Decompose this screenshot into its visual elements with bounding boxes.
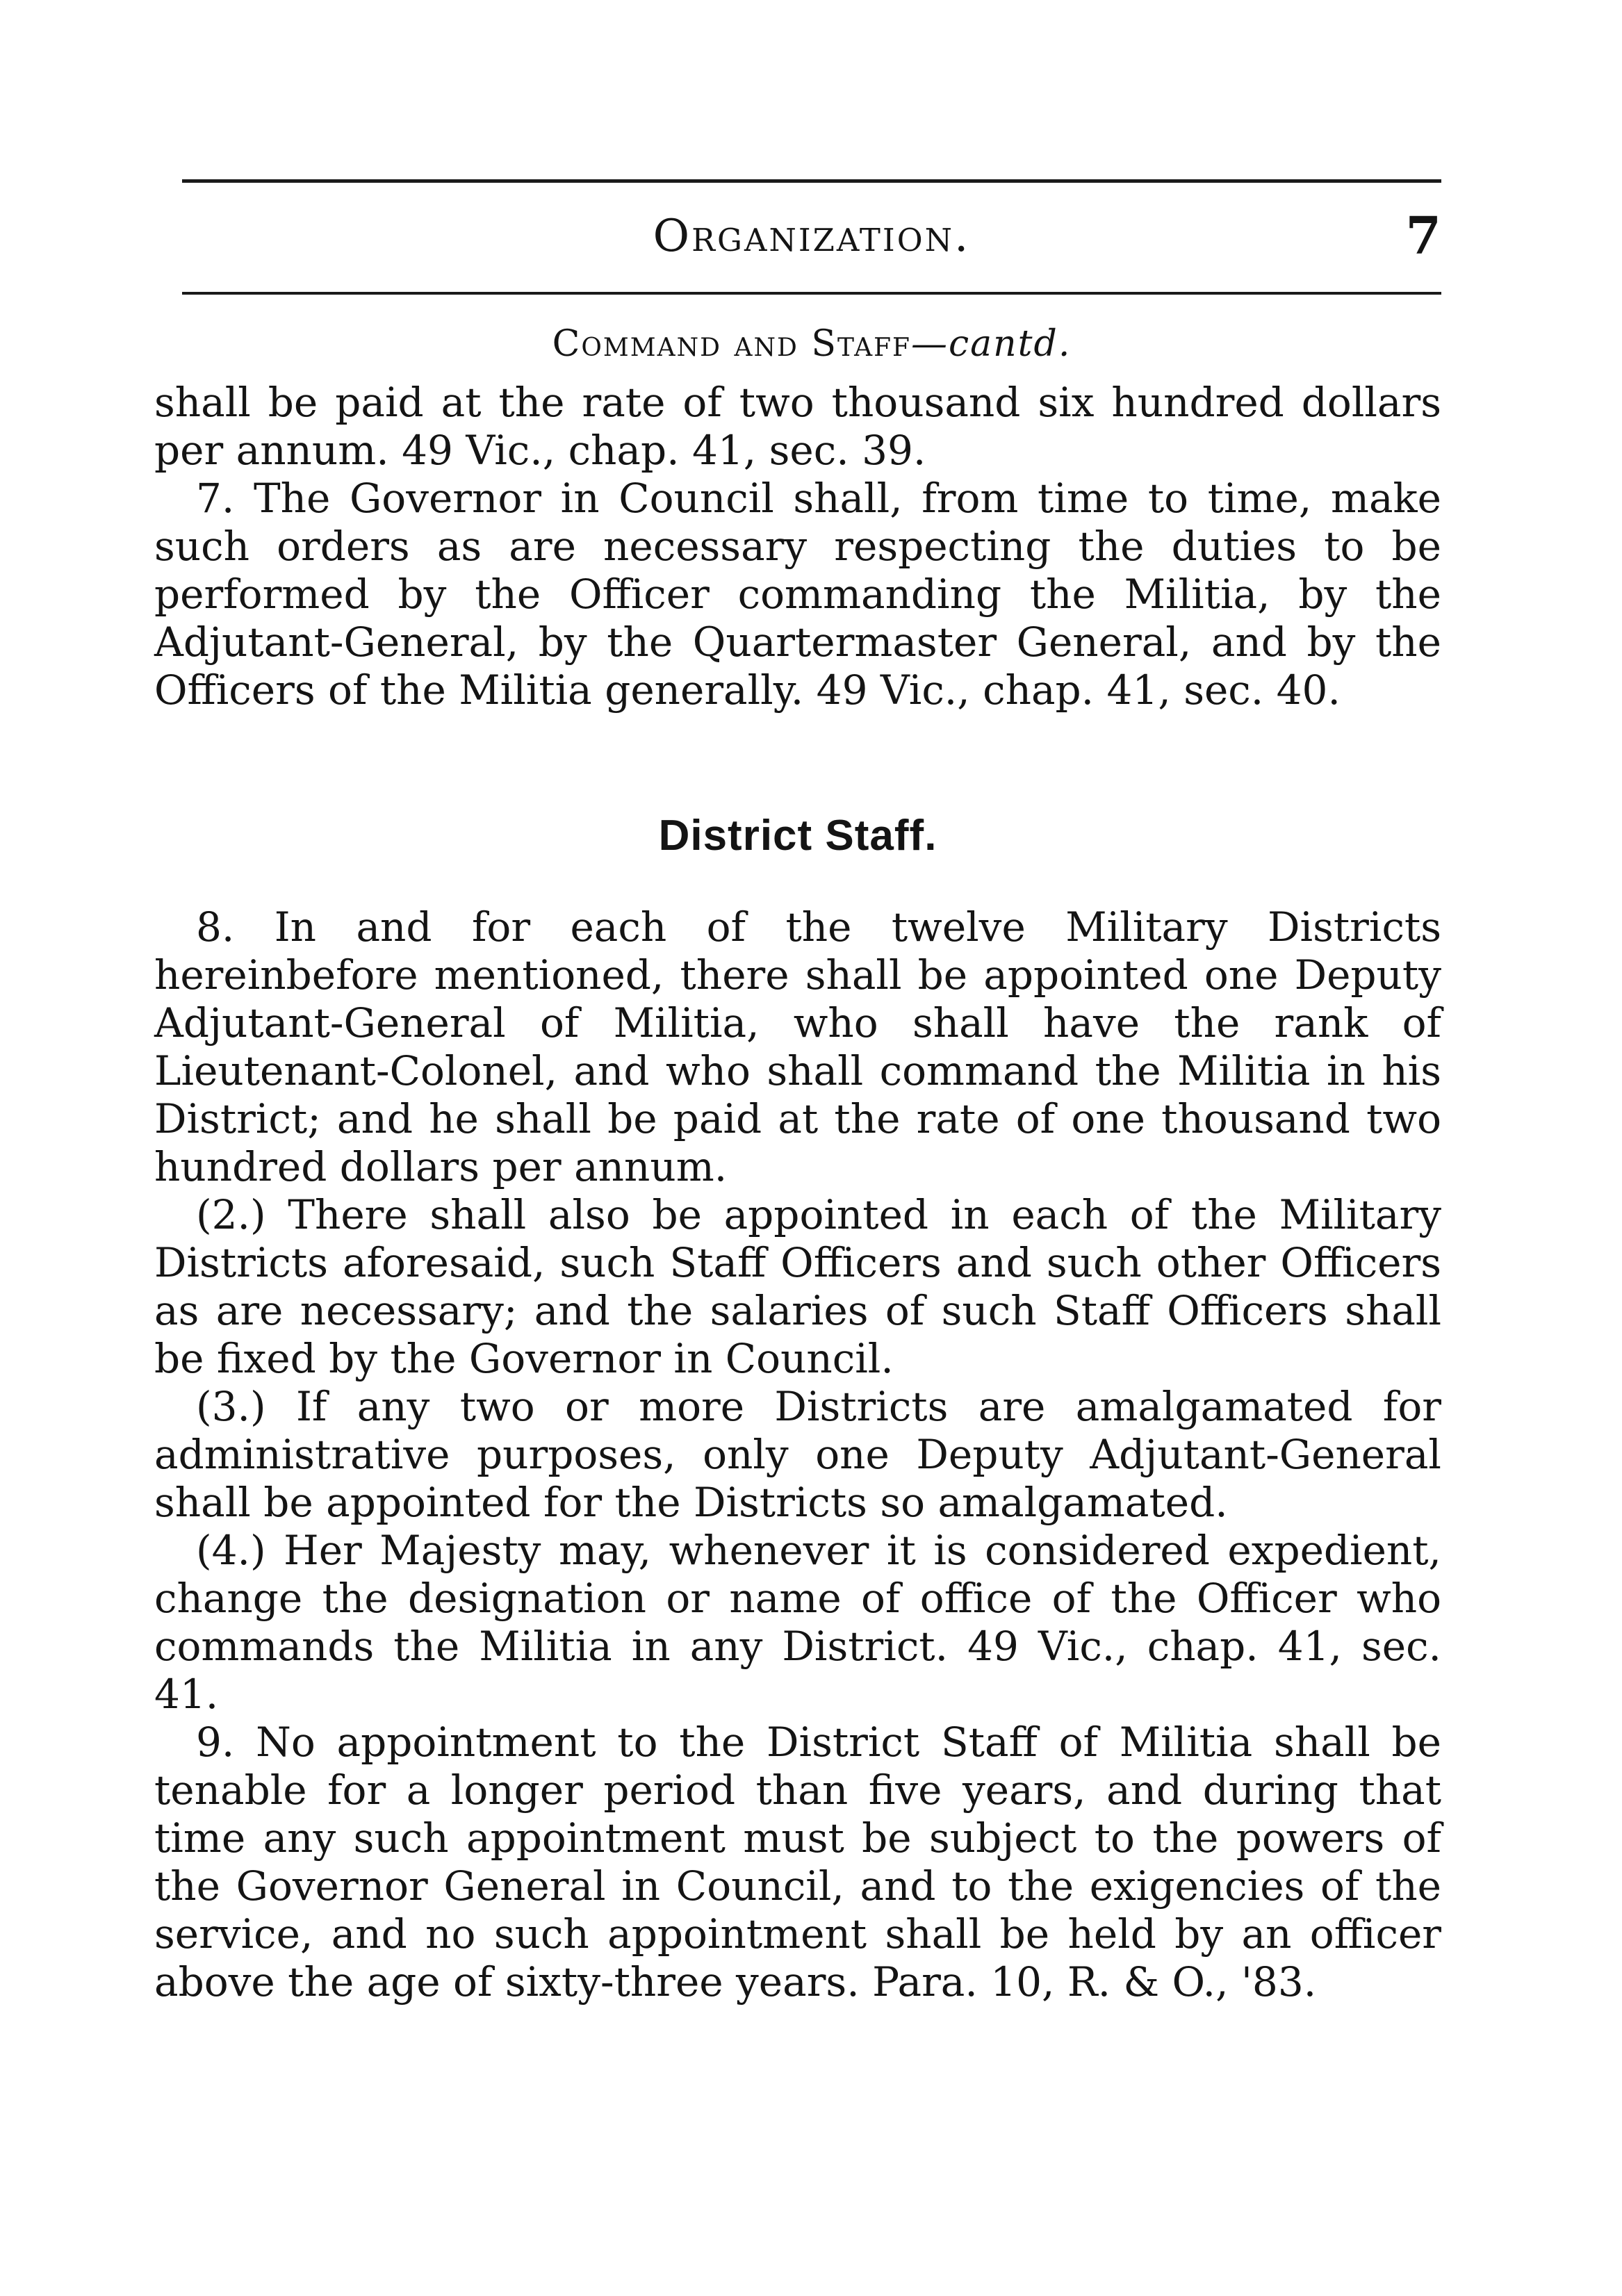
paragraph-8-3: (3.) If any two or more Districts are amalgamated for administrative purposes, only one Deputy Adjutant-General shall be appointed for the Districts so amalgamated. [154,1383,1441,1526]
text-block-after [154,903,1441,2006]
paragraph-continued: shall be paid at the rate of two thousand six hundred dollars per annum. 49 Vic., chap. 41, sec. 39. [154,379,1441,474]
section-subheading-italic: —cantd. [911,323,1072,365]
paragraph-7: 7. The Governor in Council shall, from time to time, make such orders as are necessary respecting the duties to be performed by the Officer commanding the Militia, by the Adjutant-General, by the Quartermaster General, and by the Officers of the Militia generally. 49 Vic., chap. 41, sec. 40. [154,475,1441,714]
running-head [182,202,1441,271]
top-rule [182,179,1441,183]
section-subheading-caps: Command and Staff [552,323,912,365]
paragraph-8-2: (2.) There shall also be appointed in each of the Military Districts aforesaid, such Staff Officers and such other Officers as are necessary; and the salaries of such Staff Officers shall be fixed by the Governor in Council. [154,1191,1441,1382]
paragraph-8: 8. In and for each of the twelve Military Districts hereinbefore mentioned, there shall be appointed one Deputy Adjutant-General of Militia, who shall have the rank of Lieutenant-Colonel, and who shall command the Militia in his District; and he shall be paid at the rate of one thousand two hundred dollars per annum. [154,903,1441,1190]
running-title: Organization. [653,211,971,262]
page-number: 7 [1405,206,1441,266]
paragraph-9: 9. No appointment to the District Staff of Militia shall be tenable for a longer period than five years, and during that time any such appointment must be subject to the powers of the Governor General in Council, and to the exigencies of the service, and no such appointment shall be held by an officer above the age of sixty-three years. Para. 10, R. & O., '83. [154,1719,1441,2006]
paragraph-8-4: (4.) Her Majesty may, whenever it is considered expedient, change the designation or name of office of the Officer who commands the Militia in any District. 49 Vic., chap. 41, sec. 41. [154,1527,1441,1718]
section-subheading [182,316,1441,372]
header-rule [182,292,1441,295]
text-block-before [154,379,1441,714]
district-staff-heading: District Staff. [658,812,937,860]
